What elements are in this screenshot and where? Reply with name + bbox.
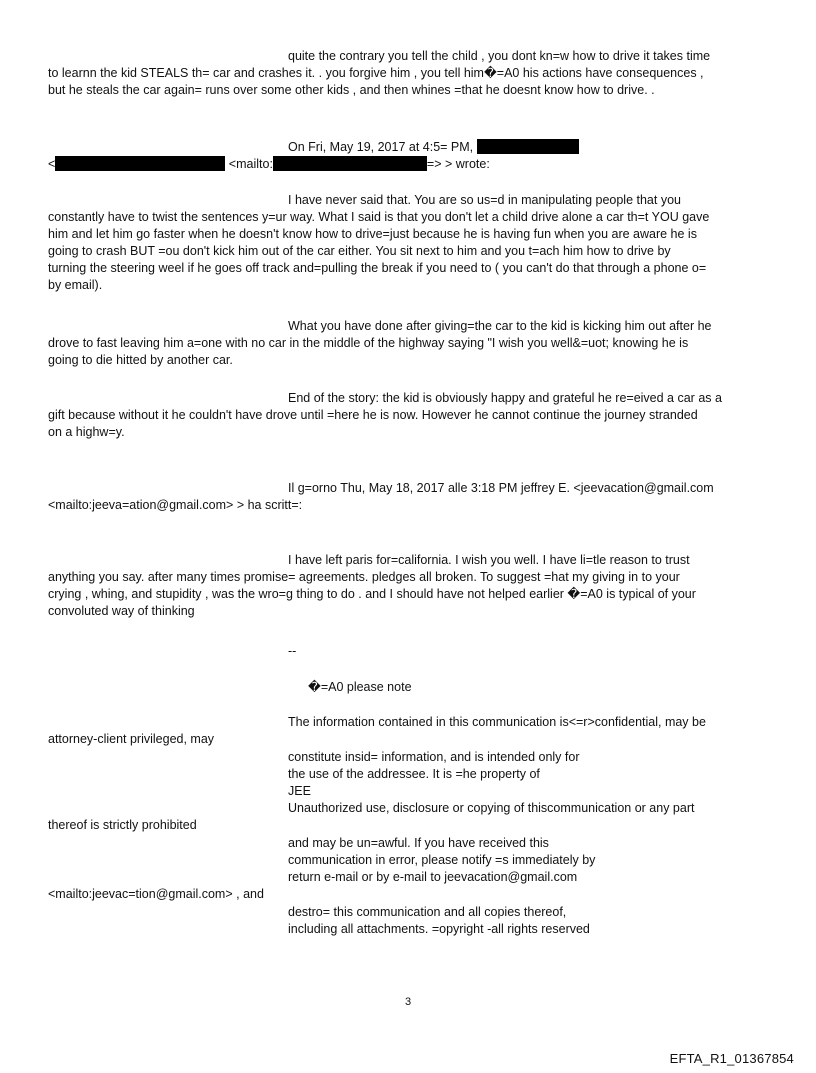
text-line: him and let him go faster when he doesn't know how to drive=just because he is having fun when you are aware he is xyxy=(48,227,697,241)
text-line: Unauthorized use, disclosure or copying of thiscommunication or any part xyxy=(288,801,695,815)
text-line: and may be un=awful. If you have received this xyxy=(288,836,549,850)
text-line: What you have done after giving=the car to the kid is kicking him out after he xyxy=(288,319,712,333)
text-line: anything you say. after many times promise= agreements. pledges all broken. To suggest =hat my giving in to your xyxy=(48,570,680,584)
reply-date-line: On Fri, May 19, 2017 at 4:5= PM, xyxy=(48,139,772,156)
text-line: convoluted way of thinking xyxy=(48,604,195,618)
text-line: gift because without it he couldn't have drove until =here he is now. However he cannot continue the journey stranded xyxy=(48,408,698,422)
text-line: communication in error, please notify =s immediately by xyxy=(288,853,596,867)
text-line: by email). xyxy=(48,278,103,292)
text-line: the use of the addressee. It is =he property of xyxy=(288,767,540,781)
text-line: Il g=orno Thu, May 18, 2017 alle 3:18 PM jeffrey E. <jeevacation@gmail.com xyxy=(288,481,714,495)
page-number: 3 xyxy=(404,996,412,1008)
redacted-sender-name xyxy=(477,139,579,154)
text-line: <mailto:jeevac=tion@gmail.com> , and xyxy=(48,887,264,901)
text-line: on a highw=y. xyxy=(48,425,125,439)
redacted-mailto xyxy=(273,156,427,171)
text-line: going to die hitted by another car. xyxy=(48,353,233,367)
text-line: thereof is strictly prohibited xyxy=(48,818,197,832)
signature-note xyxy=(48,679,772,696)
text-line: End of the story: the kid is obviously happy and grateful he re=eived a car as a xyxy=(288,391,722,405)
please-note: �=A0 please note xyxy=(308,680,412,694)
confidentiality-notice xyxy=(48,714,772,938)
text-line: to learnn the kid STEALS th= car and crashes it. . you forgive him , you tell him�=A0 his actions have consequences , xyxy=(48,66,704,80)
text-line: turning the steering weel if he goes off track and=pulling the break if you need to ( you can't do that through a phone o= xyxy=(48,261,707,275)
text-line: I have never said that. You are so us=d in manipulating people that you xyxy=(288,193,681,207)
text-line: constitute insid= information, and is intended only for xyxy=(288,750,580,764)
quoted-paragraph-5 xyxy=(48,552,772,620)
text-line: including all attachments. =opyright -all rights reserved xyxy=(288,922,590,936)
text-line: JEE xyxy=(288,784,311,798)
quoted-paragraph-4 xyxy=(48,390,772,441)
reply-email-line: < <mailto: => > wrote: xyxy=(48,157,490,171)
signature-separator xyxy=(48,643,772,660)
text-line: return e-mail or by e-mail to jeevacation@gmail.com xyxy=(288,870,578,884)
reply-header-1 xyxy=(48,139,772,173)
text-line: going to crash BUT =ou don't kick him out of the car either. You sit next to him and you t=ach him how to drive by xyxy=(48,244,671,258)
sig-dash: -- xyxy=(288,644,297,658)
text-line: drove to fast leaving him a=one with no car in the middle of the highway saying "I wish you well&=uot; knowing he is xyxy=(48,336,689,350)
quoted-paragraph-3 xyxy=(48,318,772,369)
text-line: crying , whing, and stupidity , was the wro=g thing to do . and I should have not helped earlier �=A0 is typical of your xyxy=(48,587,696,601)
text-line: constantly have to twist the sentences y=ur way. What I said is that you don't let a child drive alone a car th=t YOU gave xyxy=(48,210,710,224)
text-line: The information contained in this communication is<=r>confidential, may be xyxy=(288,715,706,729)
document-id: EFTA_R1_01367854 xyxy=(669,1051,794,1066)
text-line: attorney-client privileged, may xyxy=(48,732,215,746)
text-line: but he steals the car again= runs over some other kids , and then whines =that he doesnt know how to drive. . xyxy=(48,83,655,97)
quoted-paragraph-2 xyxy=(48,192,772,294)
text-line: I have left paris for=california. I wish you well. I have li=tle reason to trust xyxy=(288,553,690,567)
text-line: <mailto:jeeva=ation@gmail.com> > ha scritt=: xyxy=(48,498,303,512)
text-line: destro= this communication and all copies thereof, xyxy=(288,905,567,919)
quoted-paragraph-1 xyxy=(48,48,772,99)
reply-header-2 xyxy=(48,480,772,514)
redacted-email xyxy=(55,156,225,171)
text-line: quite the contrary you tell the child , you dont kn=w how to drive it takes time xyxy=(288,49,711,63)
